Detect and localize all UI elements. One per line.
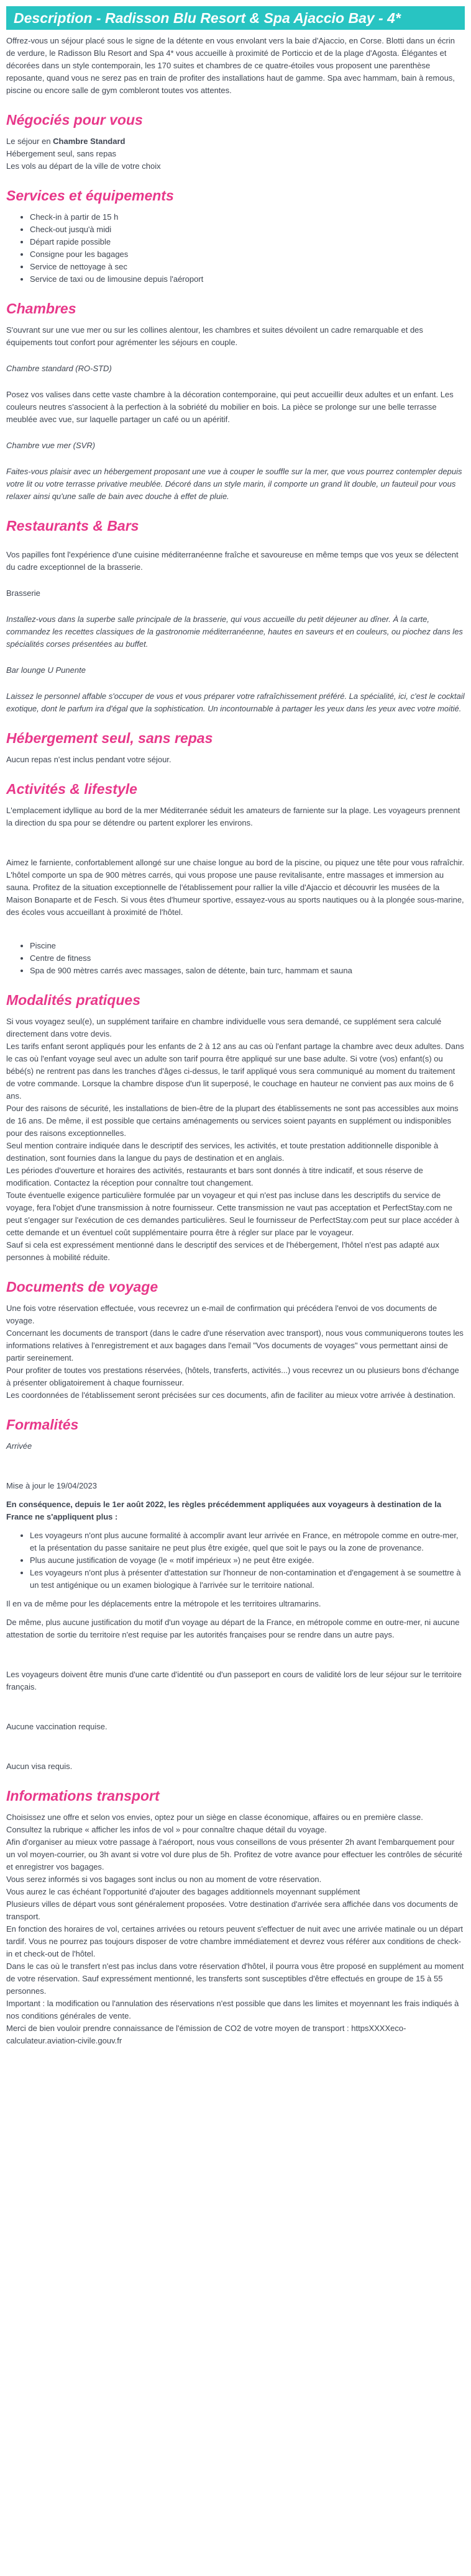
negocies-room-type: Chambre Standard (53, 137, 126, 146)
modalites-block (6, 1016, 465, 1264)
services-heading: Services et équipements (6, 187, 174, 204)
chambre-standard-text: Posez vos valises dans cette vaste chambre à la décoration contemporaine, qui peut accueillir deux adultes et un enfant. Les couleurs neutres s'associent à la perfection à la sobriété du mobilier en bois. La pièce se prolonge sur une belle terrasse meublée avec vue, sur laquelle partager un café ou un apéritif. (6, 390, 454, 424)
transport-line: Vous aurez le cas échéant l'opportunité d'ajouter des bagages additionnels moyennant supplément (6, 1887, 360, 1896)
modalites-line: Les tarifs enfant seront appliqués pour les enfants de 2 à 12 ans au cas où l'enfant partage la chambre avec deux adultes. Dans le cas où l'enfant voyage seul avec un adulte son tarif pourra être appliqué sur une base adulte. Si votre (vos) enfant(s) ou bébé(s) ne rentrent pas dans les tranches d'âges ci-dessus, le tarif appliqué vous sera communiqué au moment du traitement de votre commande. Lorsque la chambre dispose d'un lit superposé, le couchage en hauteur ne convient pas aux moins de 6 ans. (6, 1042, 464, 1101)
documents-block (6, 1302, 465, 1402)
modalites-line: Toute éventuelle exigence particulière formulée par un voyageur et qui n'est pas incluse dans les descriptifs du service de voyage, fera l'objet d'une transmission à notre fournisseur. Cette transmission ne vaut pas acceptation et PerfectStay.com ne peut s'engager sur l'exécution de ces demandes particulières. Seul le fournisseur de PerfectStay.com peut sur place accéder à cette demande et un éventuel coût supplémentaire pourra être à régler sur place par le voyageur. (6, 1191, 459, 1237)
modalites-line: Pour des raisons de sécurité, les installations de bien-être de la plupart des établissements ne sont pas accessibles aux moins de 16 ans. De même, il est possible que certains aménagements ou services soient payants en supplément ou indisponibles pour des raisons exceptionnelles. (6, 1104, 459, 1138)
formalites-list (6, 1529, 465, 1592)
transport-line: Vous serez informés si vos bagages sont inclus ou non au moment de votre réservation. (6, 1875, 322, 1884)
modalites-line: Seul mention contraire indiquée dans le descriptif des services, les activités, et toute prestation additionnelle disponible à destination, sont fournies dans la langue du pays de destination et en anglais. (6, 1141, 439, 1163)
modalites-line: Si vous voyagez seul(e), un supplément tarifaire en chambre individuelle vous sera demandé, ce supplément sera calculé directement dans votre devis. (6, 1017, 442, 1038)
transport-line: Dans le cas où le transfert n'est pas inclus dans votre réservation d'hôtel, il pourra vous être proposé en supplément au moment de votre réservation. Sauf expressément mentionné, les transferts sont susceptibles d'être effectués en groupe de 15 à 55 personnes. (6, 1961, 464, 1996)
hebergement-heading: Hébergement seul, sans repas (6, 730, 213, 746)
transport-line: En fonction des horaires de vol, certaines arrivées ou retours peuvent s'effectuer de nuit avec une arrivée matinale ou un départ tardif. Vous ne pourrez pas toujours disposer de votre chambre immédiatement et devrez vous référer aux conditions de check-in et check-out de l'hôtel. (6, 1924, 464, 1958)
bar-title: Bar lounge U Punente (6, 665, 86, 675)
restaurants-intro: Vos papilles font l'expérience d'une cuisine méditerranéenne fraîche et savoureuse en même temps que vos yeux se délectent du cadre exceptionnel de la brasserie. (6, 550, 459, 572)
formalites-bold-text: En conséquence, depuis le 1er août 2022, les règles précédemment appliquées aux voyageurs à destination de la France ne s'appliquent plus : (6, 1500, 442, 1521)
negocies-line-3: Les vols au départ de la ville de votre choix (6, 161, 161, 171)
list-item: • Piscine (30, 940, 465, 952)
transport-line: Consultez la rubrique « afficher les infos de vol » pour connaître chaque détail du voyage. (6, 1825, 327, 1834)
formalites-heading: Formalités (6, 1416, 79, 1433)
page (0, 6, 471, 2047)
formalites-arrivee: Arrivée (6, 1441, 32, 1451)
transport-line: Important : la modification ou l'annulation des réservations n'est possible que dans les limites et moyennant les frais indiqués à nos conditions générales de vente. (6, 1999, 459, 2020)
modalites-line: Sauf si cela est expressément mentionné dans le descriptif des services et de l'hébergement, l'hôtel n'est pas adapté aux personnes à mobilité réduite. (6, 1240, 439, 1262)
transport-line: Choisissez une offre et selon vos envies, optez pour un siège en classe économique, affaires ou en première classe. (6, 1813, 423, 1822)
list-item: • Plus aucune justification de voyage (le « motif impérieux ») ne peut être exigée. (30, 1554, 465, 1567)
list-item: • Spa de 900 mètres carrés avec massages, salon de détente, bain turc, hammam et sauna (30, 965, 465, 977)
documents-line: Pour profiter de toutes vos prestations réservées, (hôtels, transferts, activités...) vous recevrez un ou plusieurs bons d'échange à présenter obligatoirement à chaque fournisseur. (6, 1366, 459, 1387)
list-item: • Check-in à partir de 15 h (30, 211, 465, 223)
activites-heading: Activités & lifestyle (6, 781, 137, 797)
list-item: • Consigne pour les bagages (30, 248, 465, 261)
list-item: • Les voyageurs n'ont plus aucune formalité à accomplir avant leur arrivée en France, en métropole comme en outre-mer, et la présentation du passe sanitaire ne peut plus être exigée, quel que soit le pays ou la zone de provenance. (30, 1529, 465, 1554)
formalites-p2: De même, plus aucune justification du motif d'un voyage au départ de la France, en métropole comme en outre-mer, ni aucune attestation de sortie du territoire n'est requise par les autorités françaises pour se rendre dans un autre pays. (6, 1618, 460, 1639)
chambres-intro: S'ouvrant sur une vue mer ou sur les collines alentour, les chambres et suites dévoilent un cadre remarquable et des équipements tout confort pour agrémenter les séjours en couple. (6, 325, 423, 347)
services-list (6, 211, 465, 286)
bar-text: Laissez le personnel affable s'occuper de vous et vous préparer votre rafraîchissement préféré. La spécialité, ici, c'est le cocktail exotique, dont le parfum ira d'égal que la sophistication. Un incontournable à partager les yeux dans les yeux avec votre moitié. (6, 691, 465, 713)
formalites-p5: Aucun visa requis. (6, 1762, 73, 1771)
chambre-standard-title: Chambre standard (RO-STD) (6, 364, 112, 373)
negocies-heading: Négociés pour vous (6, 112, 143, 128)
documents-line: Une fois votre réservation effectuée, vous recevrez un e-mail de confirmation qui précédera l'envoi de vos documents de voyage. (6, 1304, 437, 1325)
list-item: • Check-out jusqu'à midi (30, 223, 465, 236)
documents-line: Les coordonnées de l'établissement seront précisées sur ces documents, afin de faciliter au mieux votre arrivée à destination. (6, 1390, 455, 1400)
list-item: • Service de taxi ou de limousine depuis l'aéroport (30, 273, 465, 286)
formalites-p4: Aucune vaccination requise. (6, 1722, 107, 1731)
negocies-block (6, 135, 465, 173)
chambre-vue-text: Faites-vous plaisir avec un hébergement proposant une vue à couper le souffle sur la mer, que vous pourrez contempler depuis votre lit ou votre terrasse privative meublée. Décoré dans un style marin, il comporte un grand lit double, un fauteuil pour vous relaxer ainsi qu'une salle de bain avec douche à effet de pluie. (6, 467, 462, 501)
transport-heading: Informations transport (6, 1788, 160, 1804)
list-item: • Les voyageurs n'ont plus à présenter d'attestation sur l'honneur de non-contamination et d'engagement à se soumettre à un test antigénique ou un examen biologique à l'arrivée sur le territoire national. (30, 1567, 465, 1592)
chambres-heading: Chambres (6, 300, 76, 317)
chambre-vue-title: Chambre vue mer (SVR) (6, 441, 96, 450)
brasserie-text: Installez-vous dans la superbe salle principale de la brasserie, qui vous accueille du petit déjeuner au dîner. À la carte, commandez les recettes classiques de la gastronomie méditerranéenne, hautes en saveurs et en couleurs, ou piochez dans les spécialités corses présentées au buffet. (6, 615, 463, 649)
formalites-p1: Il en va de même pour les déplacements entre la métropole et les territoires ultramarins. (6, 1599, 321, 1608)
modalites-heading: Modalités pratiques (6, 992, 140, 1008)
negocies-line-1-prefix: Le séjour en (6, 137, 53, 146)
transport-line: Plusieurs villes de départ vous sont généralement proposées. Votre destination d'arrivée sera affichée dans vos documents de transport. (6, 1899, 459, 1921)
brasserie-title: Brasserie (6, 588, 40, 598)
negocies-line-2: Hébergement seul, sans repas (6, 149, 117, 158)
list-item: • Centre de fitness (30, 952, 465, 965)
modalites-line: Les périodes d'ouverture et horaires des activités, restaurants et bars sont donnés à titre indicatif, et sous réserve de modification. Contactez la réception pour connaître tout changement. (6, 1166, 423, 1187)
activites-intro: L'emplacement idyllique au bord de la mer Méditerranée séduit les amateurs de farniente sur la plage. Les voyageurs prennent la direction du spa pour se détendre ou partent explorer les environs. (6, 806, 460, 827)
documents-line: Concernant les documents de transport (dans le cadre d'une réservation avec transport), nous vous communiquerons toutes les informations relatives à l'enregistrement et aux bagages dans l'email "Vos documents de voyages" vous permettant ainsi de partir sereinement. (6, 1328, 464, 1362)
transport-line: Afin d'organiser au mieux votre passage à l'aéroport, nous vous conseillons de vous présenter 2h avant l'embarquement pour un vol moyen-courrier, ou 3h avant si votre vol dure plus de 5h. Profitez de votre avance pour effectuer les contrôles de sécurité et enregistrer vos bagages. (6, 1837, 462, 1871)
formalites-date: Mise à jour le 19/04/2023 (6, 1481, 97, 1490)
formalites-p3: Les voyageurs doivent être munis d'une carte d'identité ou d'un passeport en cours de validité lors de leur séjour sur le territoire français. (6, 1670, 462, 1691)
restaurants-heading: Restaurants & Bars (6, 518, 139, 534)
list-item: • Service de nettoyage à sec (30, 261, 465, 273)
page-title-banner: Description - Radisson Blu Resort & Spa Ajaccio Bay - 4* (6, 6, 465, 30)
transport-block (6, 1811, 465, 2047)
documents-heading: Documents de voyage (6, 1279, 158, 1295)
hebergement-text: Aucun repas n'est inclus pendant votre séjour. (6, 755, 171, 764)
transport-line: Merci de bien vouloir prendre connaissance de l'émission de CO2 de votre moyen de transport : httpsXXXXeco-calculateur.aviation-civile.gouv.fr (6, 2024, 406, 2045)
intro-text: Offrez-vous un séjour placé sous le signe de la détente en vous envolant vers la baie d'Ajaccio, en Corse. Blotti dans un écrin de verdure, le Radisson Blu Resort and Spa 4* vous accueille à proximité de Porticcio et de la plage d'Agosta. Élégantes et décorées dans un style contemporain, les 170 suites et chambres de ce quatre-étoiles vous proposent une parenthèse reposante, quand vous ne serez pas en train de profiter des installations haut de gamme. Spa avec hammam, bain à remous, piscine ou encore salle de gym combleront toutes vos attentes. (6, 36, 455, 95)
list-item: • Départ rapide possible (30, 236, 465, 248)
negocies-line-1 (6, 135, 465, 148)
activites-list (6, 940, 465, 977)
activites-text: Aimez le farniente, confortablement allongé sur une chaise longue au bord de la piscine, ou piquez une tête pour vous rafraîchir. L'hôtel comporte un spa de 900 mètres carrés, qui vous propose une pause revitalisante, entre massages et immersion au sauna. Profitez de la situation exceptionnelle de l'établissement pour rallier la ville d'Ajaccio et découvrir les musées de la Maison Bonaparte et de Fesch. Si vous êtes d'humeur sportive, essayez-vous au sports nautiques ou à la plongée sous-marine, des écoles vous accueillant à proximité de l'hôtel. (6, 858, 465, 917)
